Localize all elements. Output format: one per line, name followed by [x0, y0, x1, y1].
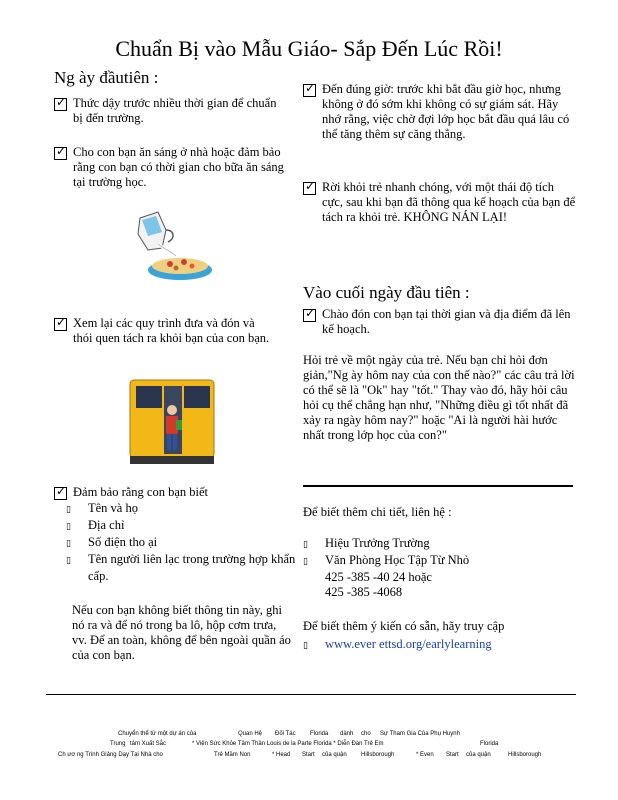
page-title: Chuẩn Bị vào Mẫu Giáo- Sắp Đến Lúc Rồi!	[115, 36, 503, 61]
footer-text: của quận	[322, 752, 347, 758]
item-text: Xem lại các quy trình đưa và đón và thói quen tách ra khỏi bạn của con bạn.	[73, 316, 270, 345]
checkbox-checked-icon	[54, 98, 67, 111]
checkbox-checked-icon	[303, 84, 316, 97]
item-text: Cho con bạn ăn sáng ở nhà hoặc đảm bảo rằng con bạn có thời gian cho bữa ăn sáng tại trường học.	[73, 145, 284, 189]
phone-number: 425 -385 -40 24 hoặc	[325, 570, 432, 584]
list-item: ▯ Tên và họ	[66, 501, 296, 518]
checkbox-checked-icon	[54, 487, 67, 500]
phone-number: 425 -385 -4068	[325, 585, 403, 599]
item-text: Thức dậy trước nhiều thời gian để chuẩn bị đến trường.	[73, 96, 277, 125]
item-text: Đến đúng giờ: trước khi bắt đầu giờ học, nhưng không ở đó sớm khi không có sự giám sát. Hãy nhớ rằng, việc chờ đợi lớp học bắt đầu quá lâu có thể tăng thêm sự căng thẳng.	[322, 82, 570, 141]
footer-divider	[46, 694, 576, 695]
end-day-heading: Vào cuối ngày đầu tiên :	[303, 283, 470, 302]
item-text: Rời khỏi trẻ nhanh chóng, với một thái độ tích cực, sau khi bạn đã thông qua kế hoạch của bạn để tách ra khỏi trẻ. KHÔNG NÁN LẠI!	[322, 180, 576, 224]
footer-text: Start	[302, 752, 315, 758]
list-item: ▯ Hiệu Trưởng Trường	[303, 536, 573, 553]
footer-text: * Viện Sức Khỏe Tâm Thần Louis de la Parte Florida * Diễn Đàn Trẻ Em	[192, 741, 384, 747]
section-divider	[303, 485, 573, 487]
bullet-icon: ▯	[303, 557, 308, 567]
footer-text: tâm Xuất Sắc	[130, 741, 167, 747]
footer-text: Quan Hệ	[238, 731, 263, 737]
ask-child-paragraph: Hỏi trẻ về một ngày của trẻ. Nếu bạn chỉ hỏi đơn giản,"Ng ày hôm nay của con thế nào?" các câu trả lời có thể sẽ là "Ok" hay "tốt." Thay vào đó, hãy hỏi câu hỏi cụ thể chẳng hạn như, "Những điều gì tốt nhất đã xảy ra ngày hôm nay?" hoặc "Ai là người hài hước nhất trong lớp học của con?"	[303, 353, 575, 442]
item-text: Đảm bảo rằng con bạn biết	[73, 485, 209, 499]
breakfast-clipart-icon	[132, 208, 216, 286]
safety-note: Nếu con bạn không biết thông tin này, ghi nó ra và để nó trong ba lô, hộp cơm trưa, vv. Để an toàn, không để bên ngoài quần áo của con bạn.	[72, 603, 291, 662]
bullet-icon: ▯	[66, 556, 71, 566]
footer-text: Chuyển thể từ một dự án của	[118, 731, 197, 737]
footer-text: * Even	[416, 752, 434, 758]
bullet-icon: ▯	[303, 540, 308, 550]
footer-text: Florida	[480, 741, 499, 747]
footer-text: Ch ươ ng Trình Giảng Dạy Tại Nhà cho	[58, 752, 163, 758]
footer-text: Hillsborough	[508, 752, 542, 758]
checkbox-checked-icon	[303, 309, 316, 322]
footer-text: Sự Tham Gia Của Phụ Huynh	[380, 731, 460, 737]
first-day-heading: Ng ày đầutiên :	[54, 68, 159, 87]
list-item: ▯ Số điện tho ại	[66, 535, 296, 552]
footer-text: dành	[340, 731, 354, 737]
footer-text: cho	[361, 731, 371, 737]
early-learning-link[interactable]: www.ever ettsd.org/earlylearning	[325, 637, 492, 651]
resources-link-row	[303, 637, 492, 654]
bullet-icon: ▯	[66, 522, 71, 532]
footer-text: Hillsborough	[361, 752, 395, 758]
school-bus-clipart-icon	[128, 376, 218, 468]
footer-text: * Head	[272, 752, 291, 758]
checkbox-checked-icon	[54, 318, 67, 331]
footer-text: Start	[446, 752, 459, 758]
footer-text: Florida	[310, 731, 329, 737]
contact-intro: Để biết thêm chi tiết, liên hệ :	[303, 505, 452, 519]
footer-text: Đối Tác	[275, 731, 296, 737]
bullet-icon: ▯	[66, 505, 71, 515]
bullet-icon: ▯	[66, 539, 71, 549]
list-item: ▯ Tên người liên lạc trong trường hợp khẩn cấp.	[66, 552, 296, 583]
footer-text: của quận	[466, 752, 491, 758]
footer-text: Trung	[110, 741, 126, 747]
list-item: ▯ Địa chỉ	[66, 518, 296, 535]
checkbox-checked-icon	[54, 147, 67, 160]
know-list	[66, 501, 296, 584]
contact-list	[303, 536, 573, 600]
footer-text: Trẻ Mầm Non	[214, 752, 251, 758]
checkbox-checked-icon	[303, 182, 316, 195]
item-text: Chào đón con bạn tại thời gian và địa điểm đã lên kế hoạch.	[322, 307, 571, 336]
list-item: ▯ Văn Phòng Học Tập Từ Nhỏ	[303, 553, 573, 570]
bullet-icon: ▯	[303, 641, 308, 651]
resources-intro: Để biết thêm ý kiến có sẵn, hãy truy cập	[303, 619, 505, 633]
